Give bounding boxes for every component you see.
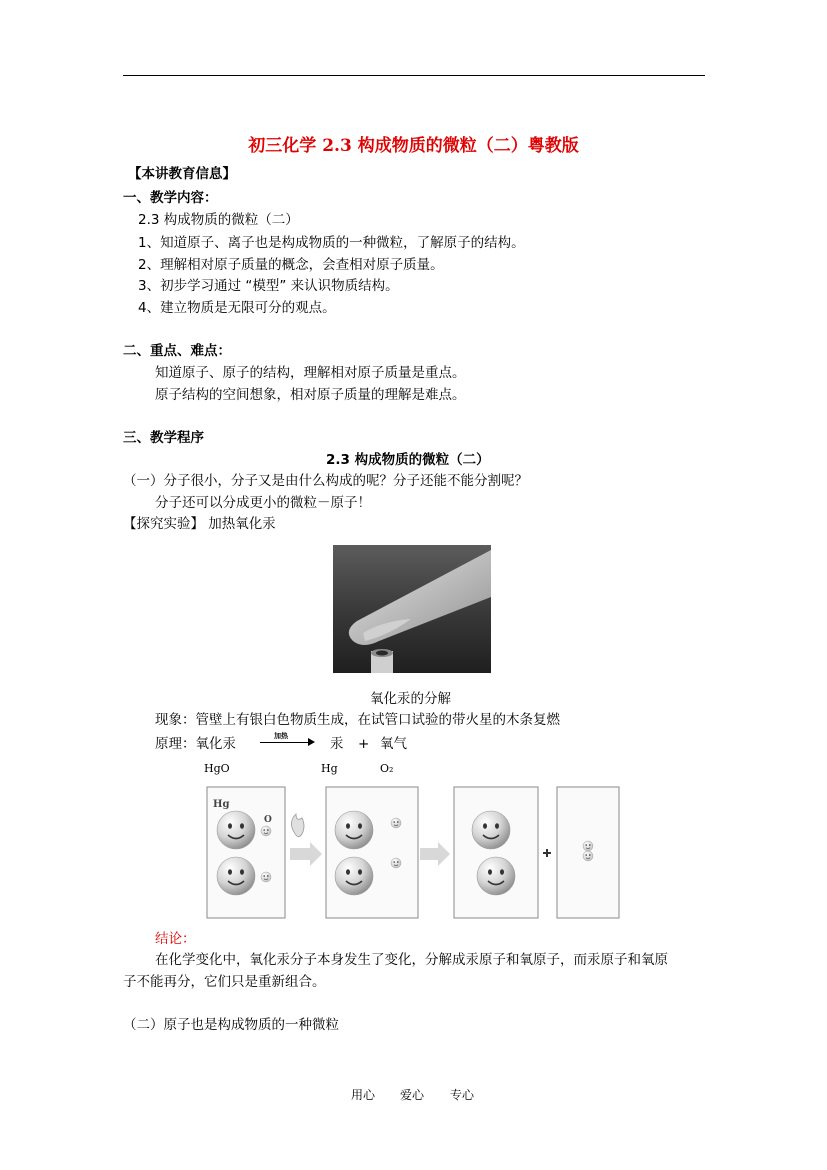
hg-atom-label: Hg bbox=[213, 799, 230, 810]
part-2-heading: （二）原子也是构成物质的一种微粒 bbox=[123, 1017, 339, 1033]
s3-heading: 三、教学程序 bbox=[123, 430, 204, 446]
question-1: （一）分子很小，分子又是由什么构成的呢？分子还能不能分割呢？ bbox=[123, 473, 528, 489]
s3-subtitle: 2.3 构成物质的微粒（二） bbox=[326, 452, 490, 468]
conclusion-line-2: 子不能再分，它们只是重新组合。 bbox=[123, 974, 326, 990]
footer-text-3: 专心 bbox=[450, 1088, 475, 1102]
product-mercury: 汞 bbox=[330, 736, 344, 752]
product-oxygen: 氧气 bbox=[380, 736, 407, 752]
section-info: 【本讲教育信息】 bbox=[128, 166, 236, 182]
conclusion-line-1: 在化学变化中，氧化汞分子本身发生了变化，分解成汞原子和氧原子，而汞原子和氧原 bbox=[155, 952, 668, 968]
experiment-label: 【探究实验】 加热氧化汞 bbox=[123, 516, 276, 532]
reaction-condition: 加热 bbox=[274, 732, 288, 740]
conclusion-label: 结论： bbox=[155, 931, 196, 947]
footer-text-2: 爱心 bbox=[400, 1088, 425, 1102]
s2-line: 原子结构的空间想象，相对原子质量的理解是难点。 bbox=[155, 387, 466, 403]
phenomenon: 现象：管壁上有银白色物质生成，在试管口试验的带火星的木条复燃 bbox=[155, 712, 560, 728]
page-title: 初三化学 2.3 构成物质的微粒（二）粤教版 bbox=[248, 136, 579, 156]
principle-label: 原理：氧化汞 bbox=[155, 736, 236, 752]
s1-item: 4、建立物质是无限可分的观点。 bbox=[138, 300, 336, 316]
formula-hgo: HgO bbox=[204, 762, 230, 775]
reaction-arrow bbox=[260, 733, 316, 749]
photo-caption: 氧化汞的分解 bbox=[370, 691, 451, 707]
answer-1: 分子还可以分成更小的微粒－原子！ bbox=[155, 495, 371, 511]
s2-heading: 二、重点、难点： bbox=[123, 343, 231, 359]
formula-hg: Hg bbox=[321, 762, 338, 775]
formula-o2: O₂ bbox=[380, 762, 394, 775]
header-rule bbox=[123, 75, 705, 76]
s1-item: 2、理解相对原子质量的概念，会查相对原子质量。 bbox=[138, 257, 444, 273]
o-atom-label: O bbox=[264, 815, 272, 825]
decomposition-diagram bbox=[206, 786, 621, 921]
plus-sign: + bbox=[358, 736, 370, 752]
footer-text-1: 用心 bbox=[351, 1088, 376, 1102]
s2-line: 知道原子、原子的结构，理解相对原子质量是重点。 bbox=[155, 365, 466, 381]
s1-heading: 一、教学内容： bbox=[123, 190, 218, 206]
s1-item: 2.3 构成物质的微粒（二） bbox=[138, 212, 299, 228]
s1-item: 3、初步学习通过 “模型” 来认识物质结构。 bbox=[138, 278, 399, 294]
test-tube-photo bbox=[333, 545, 491, 673]
s1-item: 1、知道原子、离子也是构成物质的一种微粒，了解原子的结构。 bbox=[138, 235, 525, 251]
